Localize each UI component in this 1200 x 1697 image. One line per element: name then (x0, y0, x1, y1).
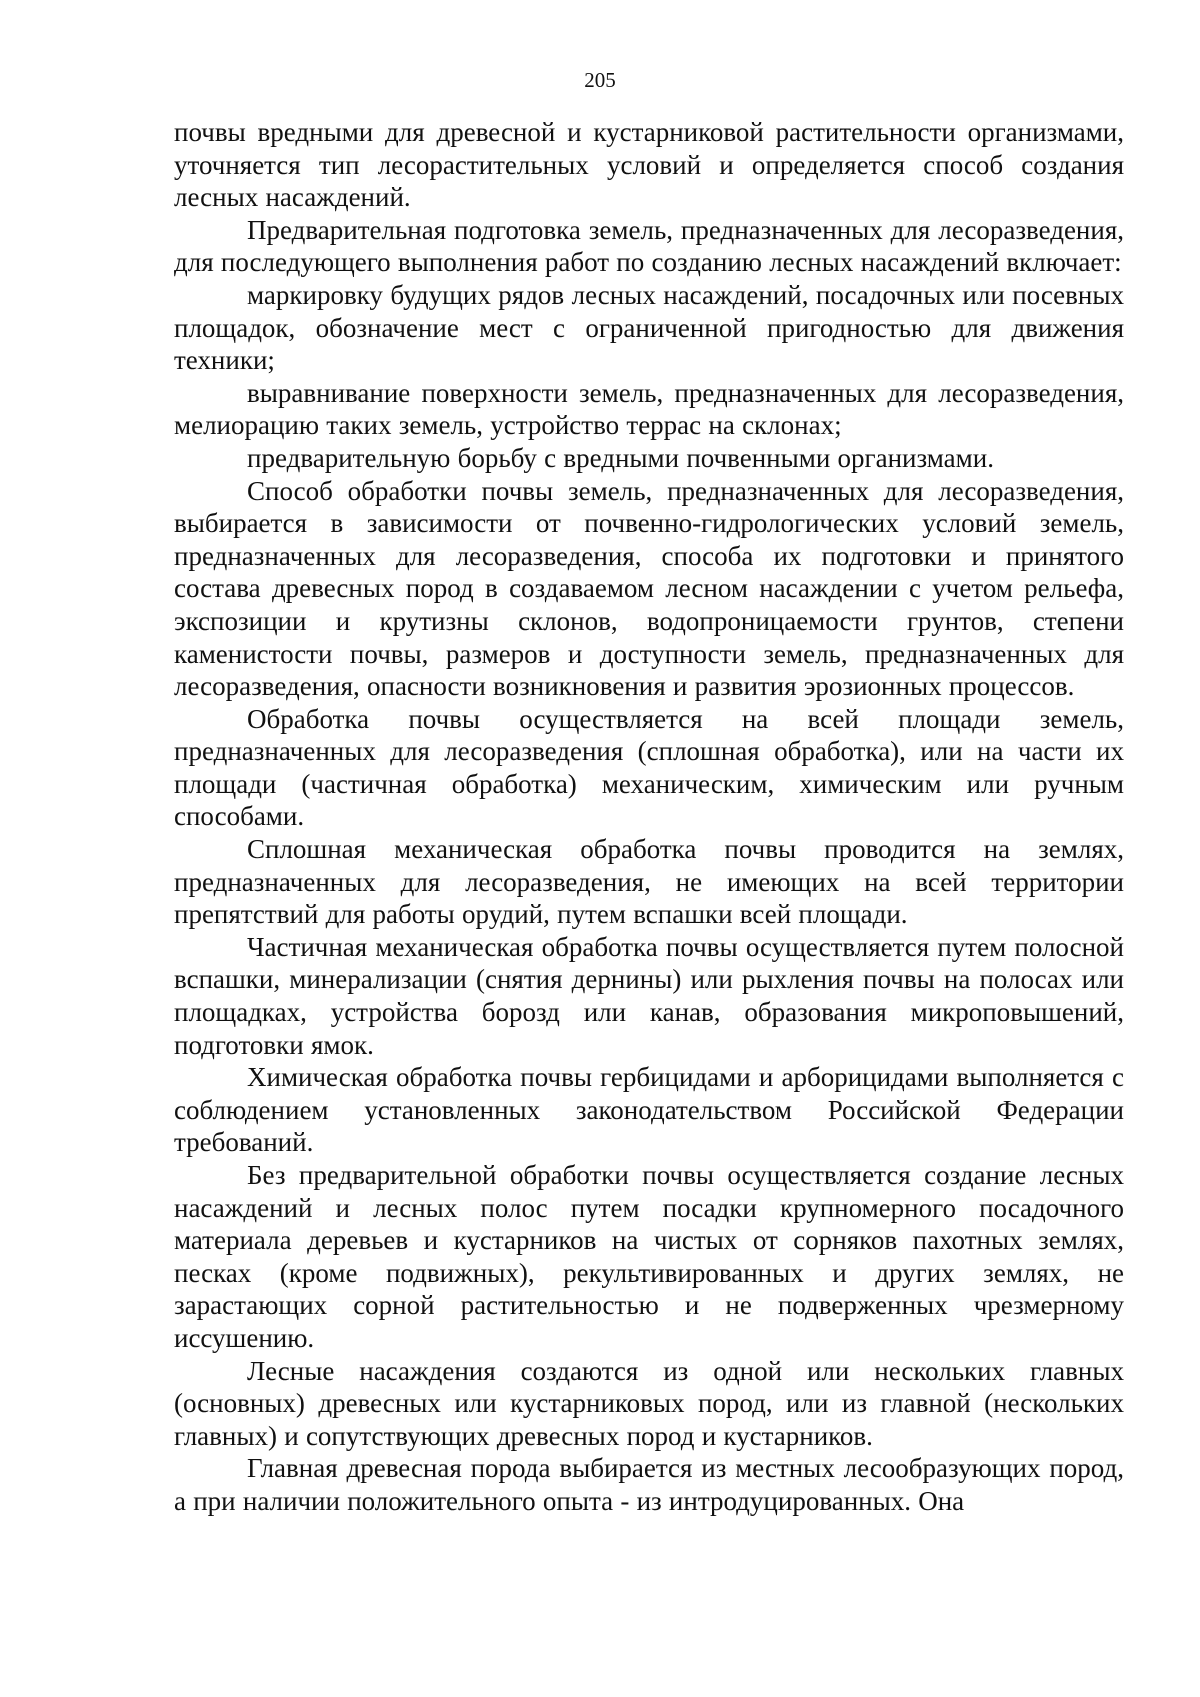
paragraph-11: Без предварительной обработки почвы осуществляется создание лесных насаждений и лесных полос путем посадки крупномерного посадочного материала деревьев и кустарников на чистых от сорняков пахотных землях, песках (кроме подвижных), рекультивированных и других землях, не зарастающих сорной растительностью и не подверженных чрезмерному иссушению. (174, 1160, 1124, 1353)
list-item-pest-control: предварительную борьбу с вредными почвенными организмами. (247, 442, 994, 473)
page-number: 205 (584, 68, 616, 92)
paragraph-6: Способ обработки почвы земель, предназначенных для лесоразведения, выбирается в зависимости от почвенно-гидрологических условий земель, предназначенных для лесоразведения, способа их подготовки и принятого состава древесных пород в создаваемом лесном насаждении с учетом рельефа, экспозиции и крутизны склонов, водопроницаемости грунтов, степени каменистости почвы, размеров и доступности земель, предназначенных для лесоразведения, опасности возникновения и развития эрозионных процессов. (174, 475, 1124, 702)
paragraph-13: Главная древесная порода выбирается из местных лесообразующих пород, а при наличии положительного опыта - из интродуцированных. Она (174, 1453, 1124, 1516)
paragraph-12: Лесные насаждения создаются из одной или нескольких главных (основных) древесных или кустарниковых пород, или из главной (нескольких главных) и сопутствующих древесных пород и кустарников. (174, 1355, 1124, 1451)
paragraph-8: Сплошная механическая обработка почвы проводится на землях, предназначенных для лесоразведения, не имеющих на всей территории препятствий для работы орудий, путем вспашки всей площади. (174, 834, 1124, 930)
paragraph-10: Химическая обработка почвы гербицидами и арборицидами выполняется с соблюдением установленных законодательством Российской Федерации требований. (174, 1062, 1124, 1158)
paragraph-7: Обработка почвы осуществляется на всей площади земель, предназначенных для лесоразведения (сплошная обработка), или на части их площади (частичная обработка) механическим, химическим или ручным способами. (174, 703, 1124, 832)
list-item-marking: маркировку будущих рядов лесных насаждений, посадочных или посевных площадок, обозначение мест с ограниченной пригодностью для движения техники; (174, 279, 1124, 376)
paragraph-1: почвы вредными для древесной и кустарниковой растительности организмами, уточняется тип лесорастительных условий и определяется способ создания лесных насаждений. (174, 117, 1124, 213)
paragraph-2: Предварительная подготовка земель, предназначенных для лесоразведения, для последующего выполнения работ по созданию лесных насаждений включает: (174, 214, 1124, 278)
list-item-leveling: выравнивание поверхности земель, предназначенных для лесоразведения, мелиорацию таких земель, устройство террас на склонах; (174, 377, 1124, 441)
document-body (174, 116, 1124, 1518)
paragraph-9: Частичная механическая обработка почвы осуществляется путем полосной вспашки, минерализации (снятия дернины) или рыхления почвы на полосах или площадках, устройства борозд или канав, образования микроповышений, подготовки ямок. (174, 931, 1124, 1060)
